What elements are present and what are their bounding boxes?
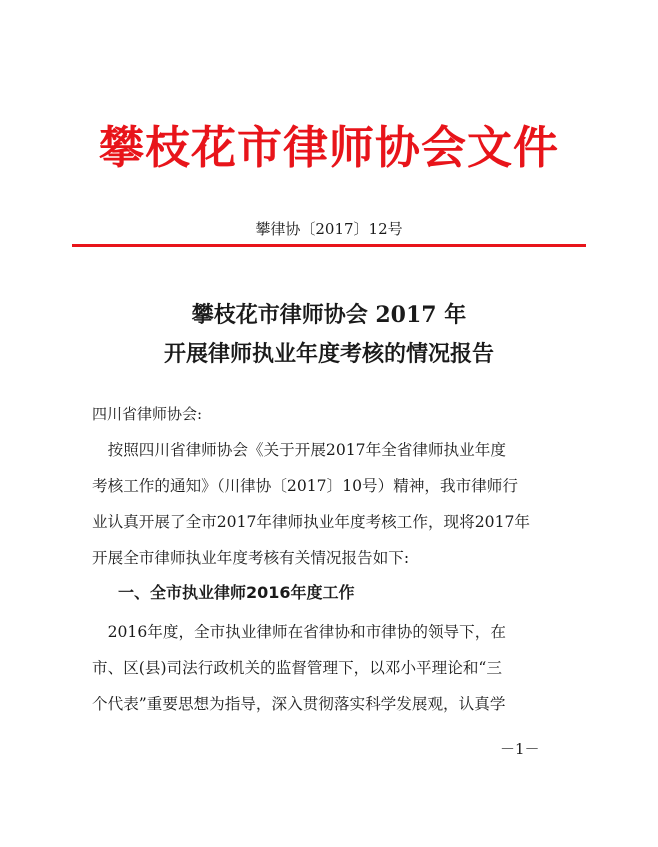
report-title-line-2: 开展律师执业年度考核的情况报告 xyxy=(163,341,494,367)
salutation: 四川省律师协会: xyxy=(92,405,203,423)
masthead-title: 攀枝花市律师协会文件 xyxy=(98,121,559,174)
report-title-line-1: 攀枝花市律师协会 2017 年 xyxy=(191,302,467,328)
document-number: 攀律协〔2017〕12号 xyxy=(255,220,403,238)
red-divider-line xyxy=(72,244,586,247)
paragraph-line: 开展全市律师执业年度考核有关情况报告如下: xyxy=(92,549,410,567)
paragraph-line: 考核工作的通知》（川律协〔2017〕10号）精神，我市律师行 xyxy=(92,477,518,495)
paragraph-line: 个代表”重要思想为指导，深入贯彻落实科学发展观，认真学 xyxy=(92,695,506,713)
paragraph-line: 2016年度，全市执业律师在省律协和市律协的领导下，在 xyxy=(92,623,506,641)
paragraph-line: 市、区(县)司法行政机关的监督管理下，以邓小平理论和“三 xyxy=(92,659,502,677)
body-paragraph-1 xyxy=(92,432,570,576)
paragraph-line: 业认真开展了全市2017年律师执业年度考核工作，现将2017年 xyxy=(92,513,531,531)
body-paragraph-2 xyxy=(92,614,570,722)
page-number: －1－ xyxy=(500,740,540,758)
section-heading: 一、全市执业律师2016年度工作 xyxy=(118,583,355,602)
paragraph-line: 按照四川省律师协会《关于开展2017年全省律师执业年度 xyxy=(92,441,506,459)
